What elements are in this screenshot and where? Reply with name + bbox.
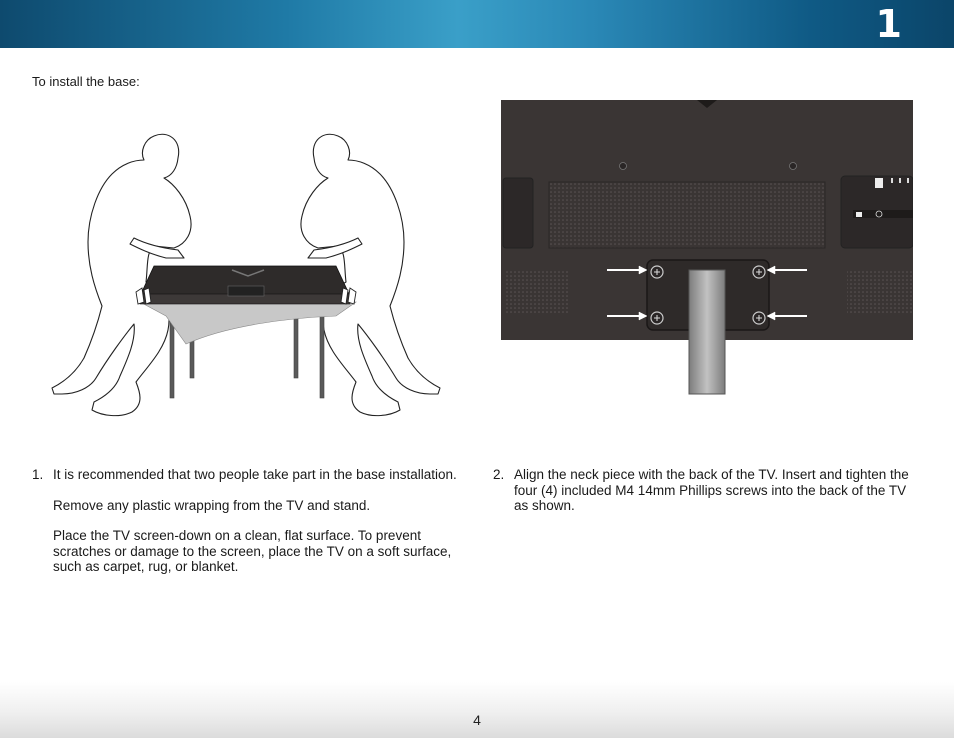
- footer-bar: [0, 682, 954, 738]
- step-2: [493, 467, 913, 529]
- page-number: 4: [473, 712, 481, 728]
- step-1-paragraph: Remove any plastic wrapping from the TV and stand.: [53, 497, 371, 513]
- tv-back-neck-illustration: [501, 98, 913, 396]
- step-2-number: 2.: [493, 467, 505, 482]
- step-1: [32, 467, 472, 590]
- intro-text: To install the base:: [32, 74, 140, 89]
- two-people-tv-illustration: [36, 126, 456, 426]
- chapter-number: 1: [875, 2, 902, 46]
- step-1-paragraph: It is recommended that two people take part in the base installation.: [53, 467, 457, 482]
- step-2-paragraph: Align the neck piece with the back of the TV. Insert and tighten the four (4) included M4 14mm Phillips screws into the back of the TV as shown.: [514, 467, 909, 513]
- step-1-number: 1.: [32, 467, 44, 482]
- step-1-paragraph: Place the TV screen-down on a clean, flat surface. To prevent scratches or damage to the screen, place the TV on a soft surface, such as carpet, rug, or blanket.: [53, 528, 452, 574]
- header-bar: [0, 0, 954, 48]
